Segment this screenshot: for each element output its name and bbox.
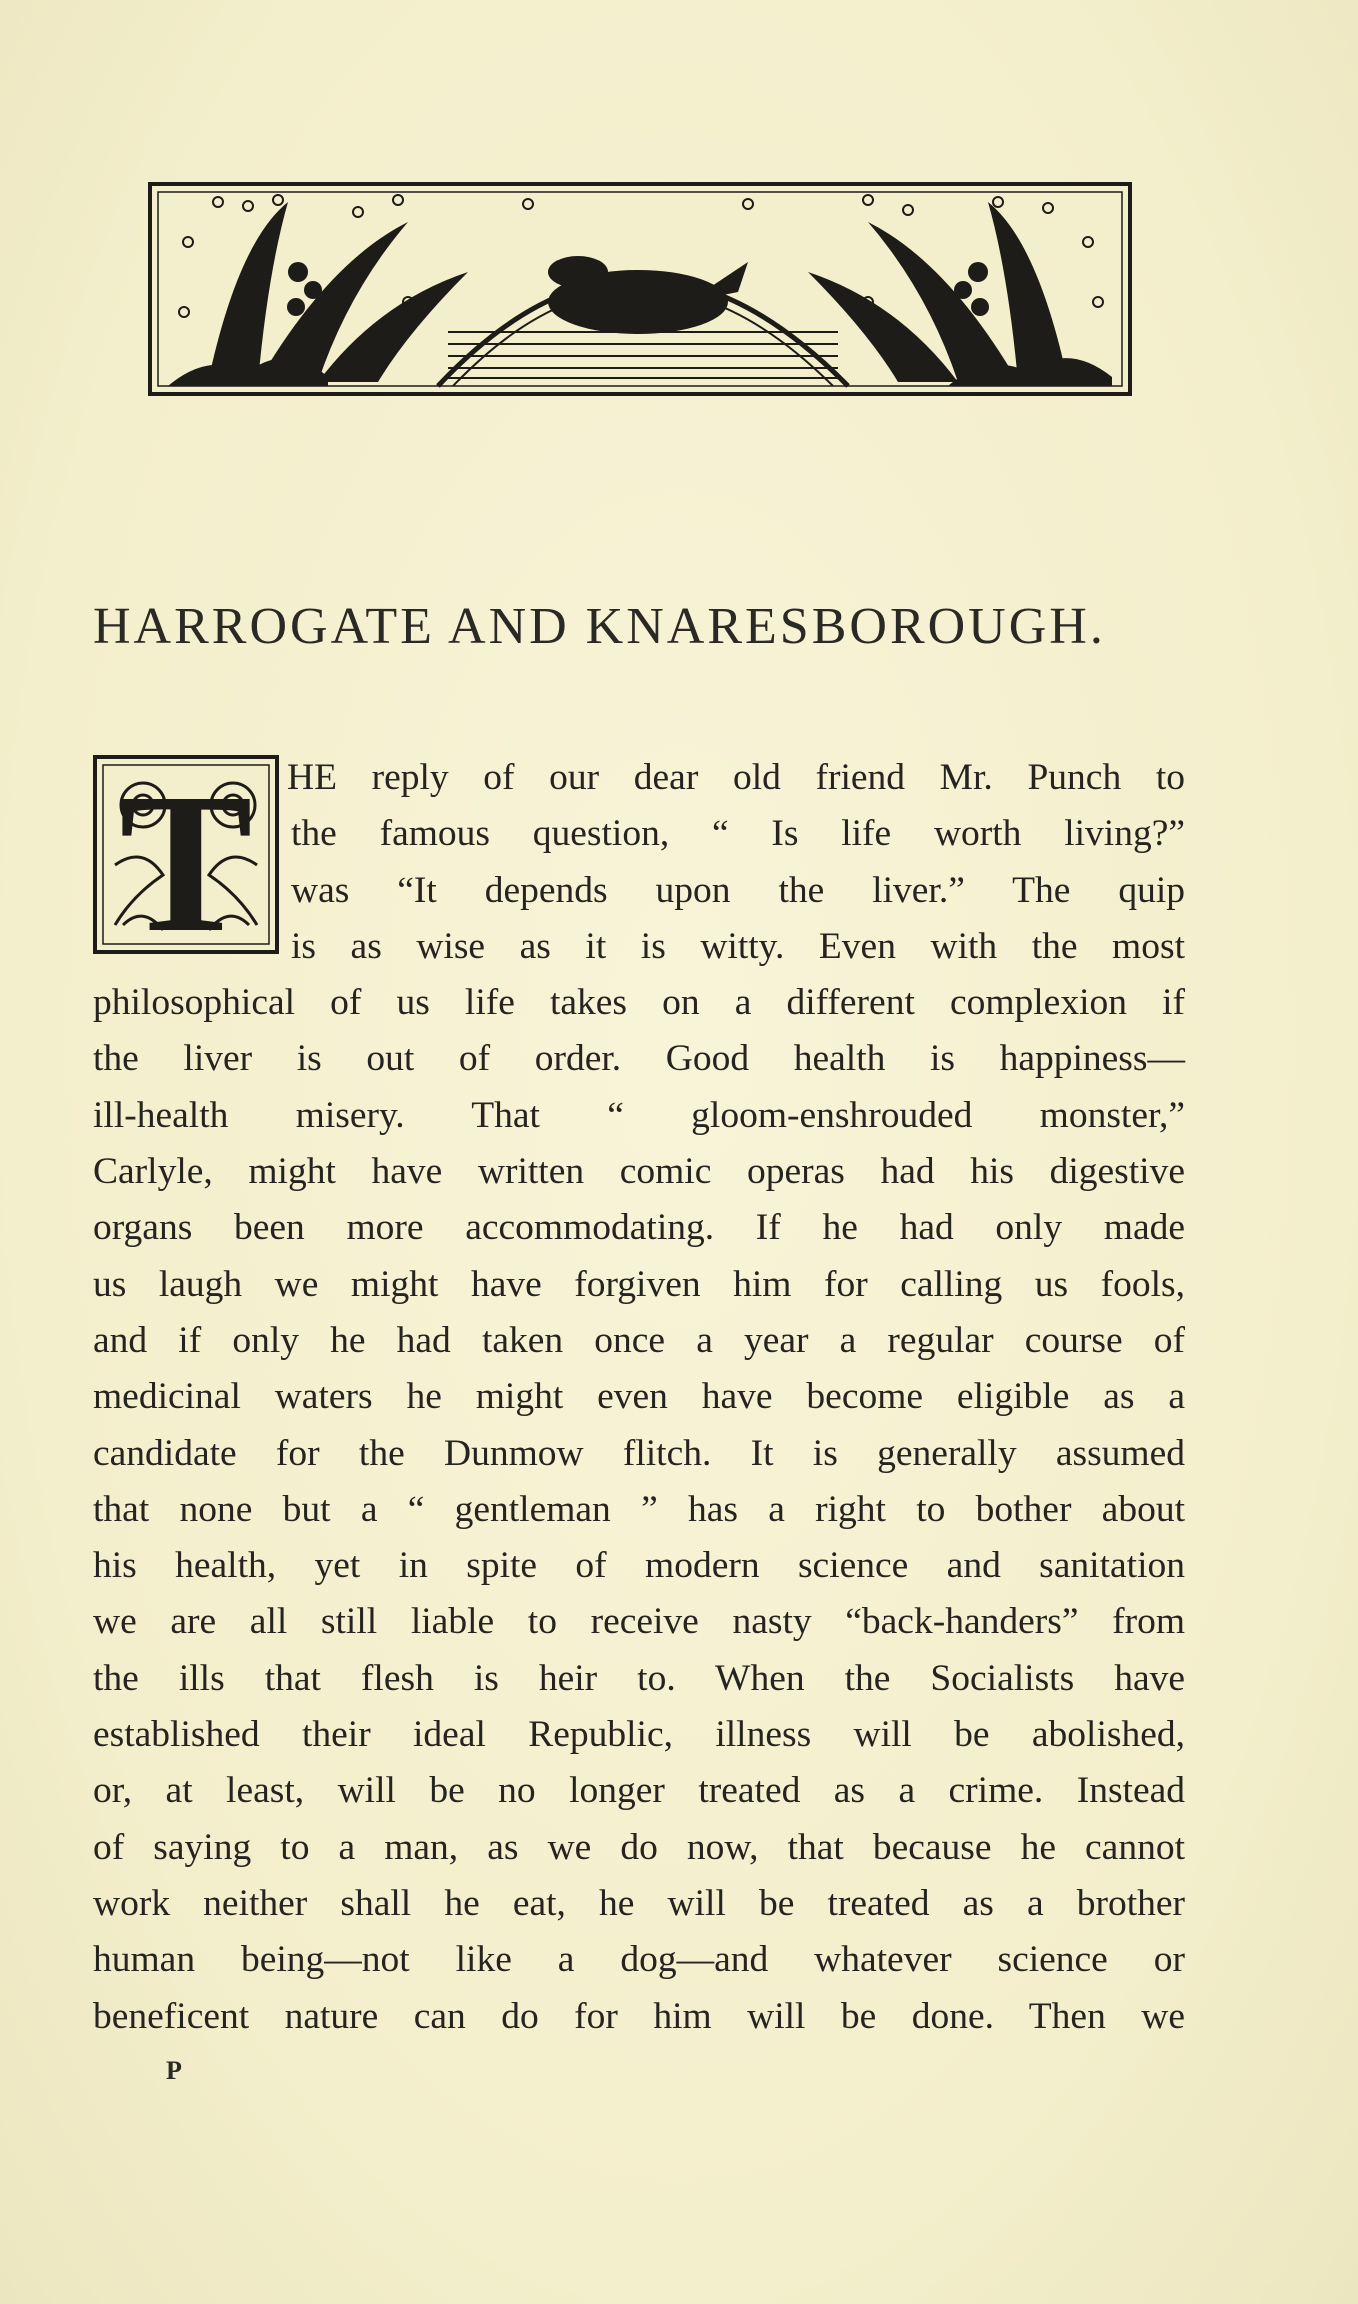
text-line: work neither shall he eat, he will be treated as a brother [93,1882,1185,1924]
text-line: beneficent nature can do for him will be done. Then we [93,1995,1185,2037]
text-line: his health, yet in spite of modern science and sanitation [93,1545,1185,1587]
body-paragraph [93,750,1185,2045]
text-line: Carlyle, might have written comic operas had his digestive [93,1151,1185,1193]
text-line: that none but a “ gentleman ” has a right to bother about [93,1488,1185,1530]
text-line: established their ideal Republic, illness will be abolished, [93,1714,1185,1756]
text-line: medicinal waters he might even have become eligible as a [93,1376,1185,1418]
text-line: and if only he had taken once a year a regular course of [93,1319,1185,1361]
chapter-title: HARROGATE AND KNARESBOROUGH. [93,598,1106,655]
drop-cap-letter: T [119,755,253,954]
text-line: or, at least, will be no longer treated as a crime. Instead [93,1770,1185,1812]
text-line: candidate for the Dunmow flitch. It is generally assumed [93,1432,1185,1474]
text-line: HE reply of our dear old friend Mr. Punch to [287,757,1185,798]
text-line: organs been more accommodating. If he had only made [93,1207,1185,1249]
text-line: of saying to a man, as we do now, that because he cannot [93,1826,1185,1868]
text-line: we are all still liable to receive nasty “back-handers” from [93,1601,1185,1643]
text-line: philosophical of us life takes on a different complexion if [93,982,1185,1024]
text-line: the famous question, “ Is life worth living?” [291,813,1185,855]
decorative-headpiece-illustration [148,182,1132,396]
text-line: the ills that flesh is heir to. When the Socialists have [93,1657,1185,1699]
signature-mark: P [166,2056,182,2085]
text-line: us laugh we might have forgiven him for calling us fools, [93,1263,1185,1305]
text-line: human being—not like a dog—and whatever science or [93,1939,1185,1981]
text-line: was “It depends upon the liver.” The quip [291,869,1185,911]
text-line: is as wise as it is witty. Even with the most [291,925,1185,967]
text-line: the liver is out of order. Good health is happiness— [93,1038,1185,1080]
text-line: ill-health misery. That “ gloom-enshrouded monster,” [93,1094,1185,1136]
